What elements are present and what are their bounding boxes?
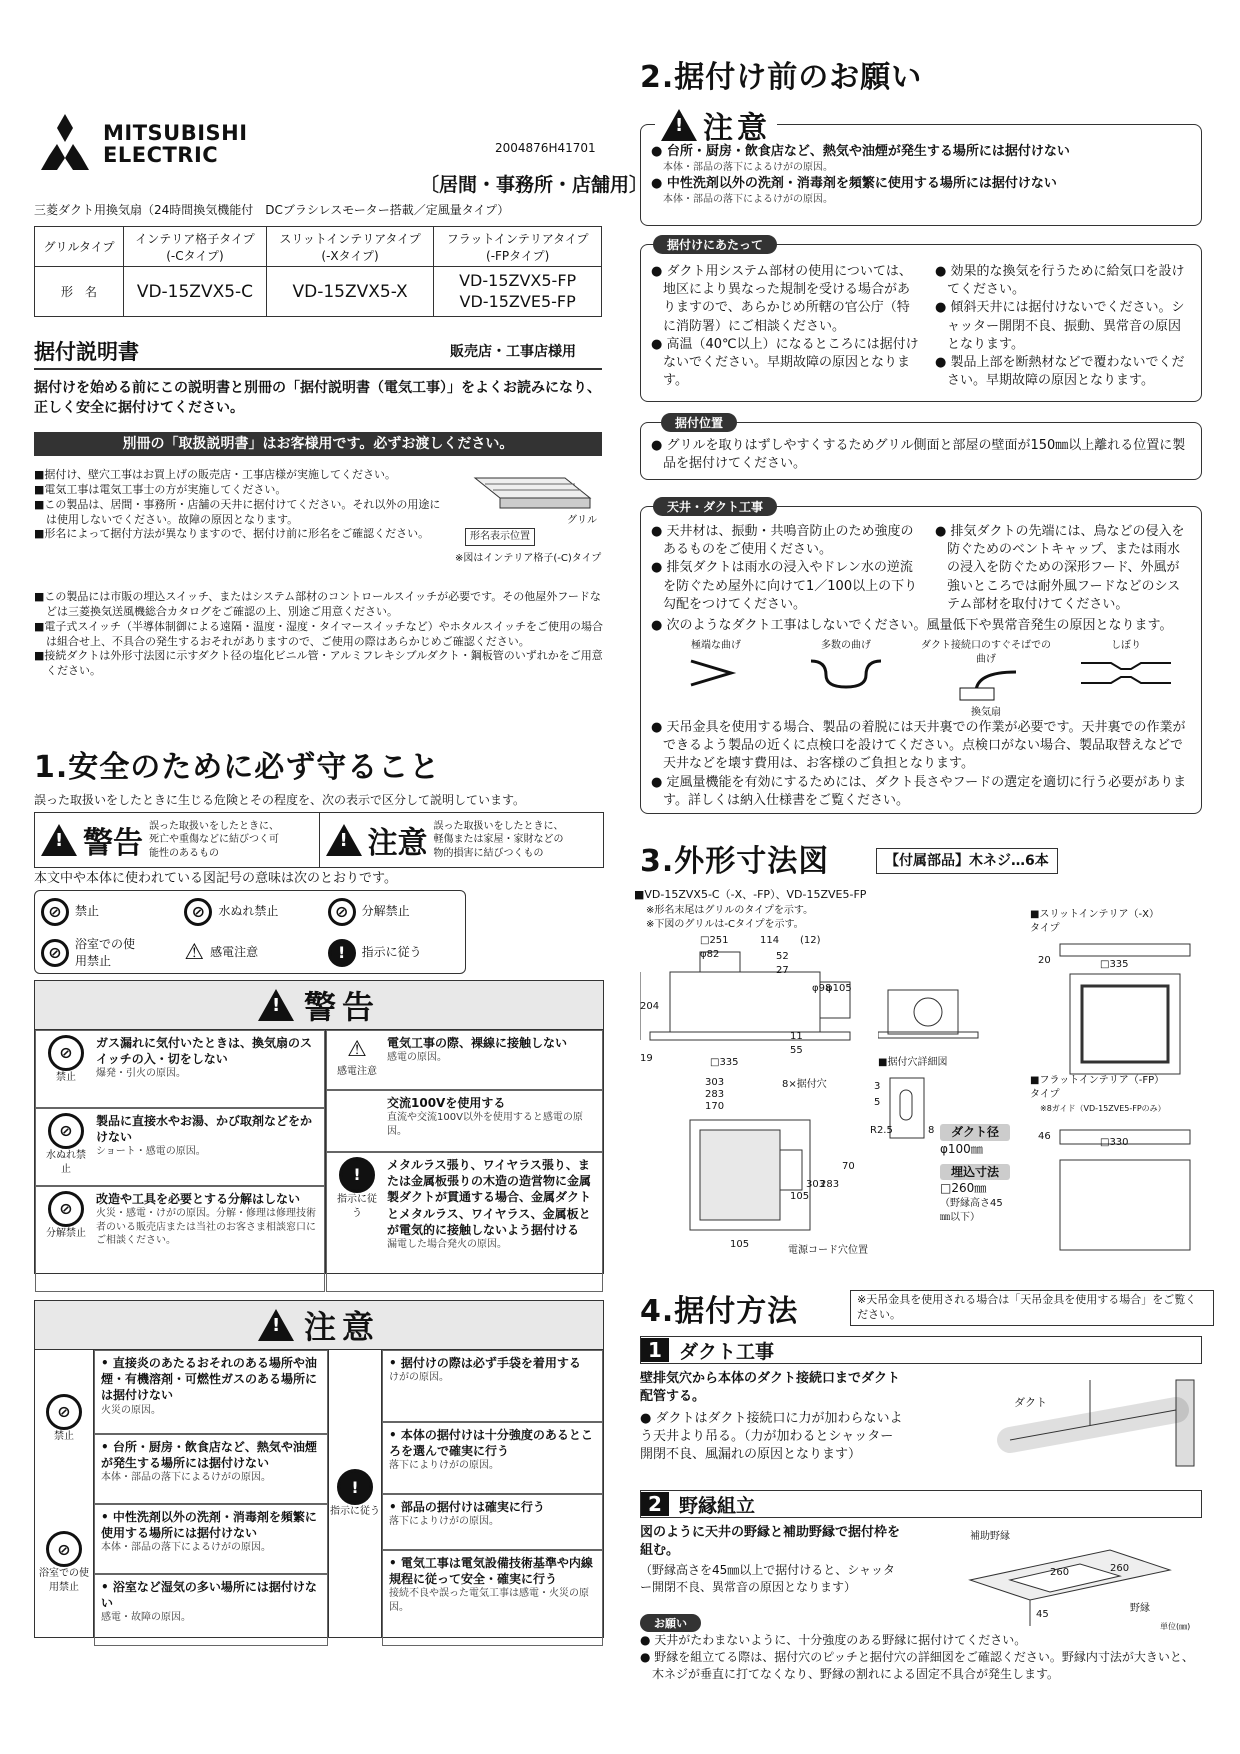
sharp-bend-icon: [686, 653, 746, 693]
s2-caution-item: ● 中性洗剤以外の洗剤・消毒剤を頻繁に使用する場所には据付けない: [651, 176, 1057, 192]
dim-label: 3: [874, 1081, 881, 1092]
dim-label: φ98: [812, 983, 832, 994]
no-water-icon: ⊘: [48, 1113, 84, 1149]
instruction-icon: !: [337, 1469, 373, 1505]
dim-label: φ82: [700, 949, 720, 960]
note-item: ■据付け、壁穴工事はお買上げの販売店・工事店様が実施してください。: [34, 468, 396, 481]
s2-caution-sub: 本体・部品の落下によるけがの原因。: [663, 162, 833, 174]
step-2-num: 2: [641, 1492, 669, 1516]
dimension-drawing-front: [878, 980, 988, 1050]
warning-triangle-icon: [41, 824, 77, 856]
install-left: ● ダクト用システム部材の使用については、地区により異なった規制を受ける場合がありますので、あらかじめ所轄の官公庁（特に消防署）にご相談ください。 ● 高温（40℃以上）になるところには据付けないでください。早期故障の原因となります。: [651, 264, 919, 389]
duct-note: ● 次のようなダクト工事はしないでください。風量低下や異常音発生の原因となります。: [651, 618, 1173, 633]
step-2-lead: 図のように天井の野縁と補助野縁で据付枠を組む。: [640, 1525, 901, 1559]
brand-name: MITSUBISHI ELECTRIC: [103, 121, 248, 168]
s2-caution-box: [640, 111, 1202, 226]
embed-label: 埋込寸法: [940, 1164, 1010, 1181]
dim-label: 283: [820, 1179, 840, 1190]
install-box: [640, 238, 1202, 402]
dim-label: 27: [776, 965, 789, 976]
spec-header-x: スリットインテリアタイプ (-Xタイプ): [266, 227, 433, 267]
instruction-icon: !: [328, 939, 356, 967]
bad-sharp-bend: 極端な曲げ: [661, 639, 771, 715]
dim-label: 8: [928, 1125, 935, 1136]
caution-header-title: 注意: [303, 1308, 380, 1346]
step-1-header: [640, 1336, 1202, 1364]
symbol-no-bathroom: [35, 932, 178, 973]
product-line: 三菱ダクト用換気扇（24時間換気機能付 DCブラシレスモーター搭載／定風量タイプ）: [34, 203, 510, 217]
duct-tag: 天井・ダクト工事: [653, 497, 777, 516]
position-box: [640, 416, 1202, 480]
cord-label: 電源コード穴位置: [788, 1245, 868, 1256]
nameplate-label: 形名表示位置: [465, 528, 535, 546]
warning-text: メタルラス張り、ワイヤラス張り、または金属板張りの木造の造営物に金属製ダクトが貫通する場合、金属ダクトとメタルラス、ワイヤラス、金属板とが電気的に接触しないよう据付ける: [387, 1158, 592, 1237]
warning-sub: ショート・感電の原因。: [96, 1146, 206, 1158]
dim-label: 170: [705, 1101, 725, 1112]
bad-multi-bend: 多数の曲げ: [791, 639, 901, 715]
symbol-label: 分解禁止: [361, 904, 410, 919]
symbol-no-water: [178, 891, 321, 932]
s3-models: ■VD-15ZVX5-C（-X、-FP）、VD-15ZVE5-FP: [634, 888, 867, 901]
dimension-drawing-top: [660, 1090, 840, 1240]
instruction-icon: !: [339, 1157, 375, 1193]
bad-near-bend: ダクト接続口のすぐそばでの曲げ 換気扇: [921, 640, 1051, 718]
install-right: ● 効果的な換気を行うために給気口を設けてください。 ● 傾斜天井には据付けないでください。シャッター開閉不良、振動、異常音の原因となります。 ● 製品上部を断熱材などで覆わないでください。早期故障の原因となります。: [935, 264, 1185, 389]
section-4-title: 4.据付方法: [640, 1294, 799, 1329]
fan-label: 換気扇: [971, 707, 1001, 718]
symbol-label: 感電注意: [210, 945, 259, 960]
symbol-label: 浴室での使用禁止: [75, 936, 136, 968]
caution-row: • 台所・厨房・飲食店など、熱気や油煙が発生する場所には据付けない 本体・部品の落下によるけがの原因。: [94, 1434, 328, 1504]
warning-sub: 感電の原因。: [387, 1052, 447, 1064]
warning-legend: [35, 813, 320, 867]
embed-note: （野縁高さ45㎜以下）: [940, 1198, 1003, 1223]
spec-table: [34, 226, 602, 317]
duct-hanging-figure: [980, 1370, 1200, 1470]
position-text: ● グリルを取りはずしやすくするためグリル側面と部屋の壁面が150㎜以上離れる位置に製品を据付けてください。: [651, 438, 1186, 472]
duct-size-box: [940, 1124, 1010, 1224]
model-fp: VD-15ZVX5-FP VD-15ZVE5-FP: [434, 267, 602, 317]
warning-sub: 漏電した場合発火の原因。: [387, 1238, 507, 1250]
dim-label: 5: [874, 1097, 881, 1108]
warning-header: [35, 981, 603, 1030]
dim-label: R2.5: [870, 1125, 893, 1136]
caution-legend-label: 注意: [367, 826, 428, 861]
step-1-title: ダクト工事: [679, 1340, 775, 1363]
doc-code: 2004876H41701: [495, 141, 596, 155]
warning-row-icon: ⊘ 禁止: [42, 1035, 90, 1103]
spec-model-label: 形 名: [35, 267, 124, 317]
warning-text: 改造や工具を必要とする分解はしない: [96, 1192, 301, 1206]
divider: [34, 368, 602, 370]
warning-row-icon: [333, 1095, 381, 1147]
section-1-title: 1.安全のために必ず守ること: [34, 750, 441, 785]
dim-label: 303: [806, 1179, 826, 1190]
model-x: VD-15ZVX5-X: [266, 267, 433, 317]
notes-list: [34, 468, 444, 542]
caution-row: • 直接炎のあたるおそれのある場所や油煙・有機溶剤・可燃性ガスのある場所には据付けない 火災の原因。: [94, 1350, 328, 1434]
frame-label-joist: 野縁: [1130, 1603, 1150, 1614]
symbols-grid: [34, 890, 466, 974]
symbol-no-disassemble: [322, 891, 465, 932]
figure-note: ※図はインテリア格子(-C)タイプ: [455, 553, 602, 564]
warning-text: ガス漏れに気付いたときは、換気扇のスイッチの入・切をしない: [96, 1036, 313, 1067]
duct-size-value: φ100㎜: [940, 1141, 983, 1156]
request-list: ● 天井がたわまないように、十分強度のある野縁に据付けてください。 ● 野縁を組立てる際は、据付穴のピッチと据付穴の詳細図をご確認ください。野縁内寸法が大きいと、木ネジが垂直に打てなくなり、野縁の割れによる固定不具合が発生します。: [640, 1633, 1194, 1681]
s2-caution-sub: 本体・部品の落下によるけがの原因。: [663, 194, 833, 206]
duct-figure-label: ダクト: [1014, 1396, 1047, 1409]
caution-left-icons: ⊘ 禁止 ⊘ 浴室での使用禁止: [35, 1350, 94, 1638]
warning-legend-label: 警告: [83, 826, 143, 861]
duct-bad-examples: [661, 639, 1181, 718]
manual-audience: 販売店・工事店様用: [450, 344, 576, 360]
warning-box: [34, 980, 604, 1274]
dim-label: φ105: [826, 983, 852, 994]
banner-text: 別冊の「取扱説明書」はお客様用です。必ずお渡しください。: [122, 436, 514, 452]
warning-row: [326, 1030, 603, 1090]
dim-label: 20: [1038, 955, 1051, 966]
section-2-title: 2.据付け前のお願い: [640, 60, 923, 95]
multi-bend-icon: [806, 653, 886, 693]
s3-note2: ※下図のグリルは-Cタイプを示す。: [646, 919, 804, 930]
step-1-item: ● ダクトはダクト接続口に力が加わらないよう天井より吊る。（力が加わるとシャッター開閉不良、風漏れの原因となります）: [640, 1411, 903, 1463]
note-item: ■形名によって据付方法が異なりますので、据付け前に形名をご確認ください。: [34, 527, 430, 541]
duct-size-label: ダクト径: [940, 1124, 1010, 1141]
warning-row-icon: ⊘ 水ぬれ禁止: [42, 1113, 90, 1181]
position-tag: 据付位置: [661, 413, 737, 432]
spec-header-c: インテリア格子タイプ (-Cタイプ): [124, 227, 267, 267]
section-3-title: 3.外形寸法図: [640, 844, 830, 879]
warning-legend-desc: 誤った取扱いをしたときに、死亡や重傷などに結びつく可能性のあるもの: [149, 820, 279, 859]
dim-label: (12): [800, 935, 821, 946]
note-item: ■電気工事は電気工事士の方が実施してください。: [34, 482, 287, 496]
prohibit-icon: ⊘: [41, 898, 69, 926]
symbol-prohibit: [35, 891, 178, 932]
duct-left: ● 天井材は、振動・共鳴音防止のため強度のあるものをご使用ください。 ● 排気ダクトは雨水の浸入やドレン水の逆流を防ぐため屋外に向けて1／100以上の下り勾配をつけてください。: [651, 524, 918, 612]
intro-text: 据付けを始める前にこの説明書と別冊の「据付説明書（電気工事）」をよくお読みになり、正しく安全に据付けてください。: [34, 380, 601, 417]
warning-header-icon: [258, 989, 294, 1021]
frame-label-aux: 補助野縁: [970, 1531, 1010, 1542]
slit-grill-drawing: [1040, 934, 1200, 1084]
notes-list-2: [34, 590, 604, 679]
symbol-label: 水ぬれ禁止: [218, 904, 279, 919]
dim-label: 114: [760, 935, 780, 946]
bad-constriction: しぼり: [1071, 639, 1181, 715]
warning-row-icon: ! 指示に従う: [333, 1157, 381, 1287]
frame-dim: 260: [1050, 1567, 1070, 1578]
dim-label: 52: [776, 951, 789, 962]
warning-header-title: 警告: [303, 988, 380, 1026]
frame-assembly-figure: [960, 1540, 1180, 1630]
dim-label: 204: [640, 1001, 660, 1012]
request-tag: お願い: [640, 1614, 701, 1632]
dim-label: 105: [730, 1239, 750, 1250]
dim-label: □330: [1100, 1137, 1129, 1148]
warning-row-icon: ⊘ 分解禁止: [42, 1191, 90, 1287]
warning-text: 電気工事の際、裸線に接触しない: [387, 1036, 568, 1050]
mount-hole-detail: [880, 1070, 940, 1150]
warning-row: [326, 1152, 603, 1292]
warning-sub: 直流や交流100V以外を使用すると感電の原因。: [387, 1112, 583, 1137]
symbol-label: 禁止: [75, 904, 100, 919]
dim-label: 55: [790, 1045, 803, 1056]
dim-label: 11: [790, 1031, 803, 1042]
step-2-header: [640, 1490, 1202, 1518]
warning-row: [35, 1108, 325, 1186]
severity-legend: [34, 812, 604, 868]
no-bathroom-icon: ⊘: [46, 1531, 82, 1567]
s2-caution-header: [655, 103, 777, 147]
warning-row: [35, 1030, 325, 1108]
s2-caution-item: ● 台所・厨房・飲食店など、熱気や油煙が発生する場所には据付けない: [651, 144, 1070, 159]
caution-legend: [320, 813, 604, 867]
s4-note: ※天吊金具を使用される場合は「天吊金具を使用する場合」をご覧ください。: [850, 1290, 1214, 1326]
caution-row: • 浴室など湿気の多い場所には据付けない 感電・故障の原因。: [94, 1574, 328, 1646]
no-disassemble-icon: ⊘: [48, 1191, 84, 1227]
frame-dim: 45: [1036, 1609, 1049, 1620]
dimension-drawing-side: [640, 932, 870, 1072]
electric-shock-icon: ⚠: [347, 1037, 367, 1062]
dim-label: 46: [1038, 1131, 1051, 1142]
caution-triangle-icon: [326, 824, 362, 856]
note-item: ■この製品は、居間・事務所・店舗の天井に据付けてください。それ以外の用途には使用しないでください。故障の原因となります。: [34, 497, 441, 526]
caution-header: [35, 1301, 603, 1350]
banner: [34, 432, 602, 456]
dim-label: 70: [842, 1161, 855, 1172]
spec-header-grill: グリルタイプ: [35, 227, 124, 267]
caution-triangle-icon: [661, 109, 697, 141]
caution-right-icon: ! 指示に従う: [329, 1350, 382, 1638]
symbol-follow: [322, 932, 465, 973]
caution-header-icon: [258, 1309, 294, 1341]
dim-label: □335: [710, 1057, 739, 1068]
dim-label: 105: [790, 1191, 810, 1202]
accessory-box: 【付属部品】木ネジ…6本: [876, 848, 1058, 874]
no-water-icon: ⊘: [184, 898, 212, 926]
caution-box: [34, 1300, 604, 1638]
mount-hole-label: ■据付穴詳細図: [878, 1057, 948, 1068]
dim-label: 283: [705, 1089, 725, 1100]
dim-label: □251: [700, 935, 729, 946]
near-bend-icon: [946, 666, 1026, 702]
caution-row: • 中性洗剤以外の洗剤・消毒剤を頻繁に使用する場所には据付けない 本体・部品の落下によるけがの原因。: [94, 1504, 328, 1574]
duct-box: [640, 500, 1202, 814]
embed-size: □260㎜: [940, 1181, 987, 1196]
dim-label: □335: [1100, 959, 1129, 970]
warning-row: [326, 1090, 603, 1152]
dim-label: 303: [705, 1077, 725, 1088]
s2-caution-list: [651, 143, 1191, 207]
caution-row: • 部品の据付けは確実に行う 落下によりけがの原因。: [382, 1494, 603, 1550]
prohibit-icon: ⊘: [48, 1035, 84, 1071]
unit-label: 単位(㎜): [1160, 1622, 1191, 1631]
caution-row: • 電気工事は電気設備技術基準や内線規程に従って安全・確実に行う 接続不良や誤った電気工事は感電・火災の原因。: [382, 1550, 603, 1646]
brand-logo: [35, 112, 95, 172]
spec-header-fp: フラットインテリアタイプ (-FPタイプ): [434, 227, 602, 267]
warning-row: [35, 1186, 325, 1292]
mitsubishi-diamonds-icon: [35, 112, 95, 172]
s2-caution-title: 注意: [703, 111, 771, 146]
step-1-lead: 壁排気穴から本体のダクト接続口までダクト配管する。: [640, 1371, 901, 1405]
symbols-lead: 本文中や本体に使われている図記号の意味は次のとおりです。: [34, 871, 397, 886]
step-2-sub: （野縁高さを45㎜以上で据付けると、シャッター開閉不良、異常音の原因となります）: [640, 1563, 896, 1594]
no-disassemble-icon: ⊘: [328, 898, 356, 926]
dim-label: 8×据付穴: [782, 1079, 827, 1090]
note-item: ■電子式スイッチ（半導体制御による遠隔・温度・湿度・タイマースイッチなど）やホタルスイッチをご使用の場合は組合せ上、不具合の発生するおそれがありますので、ご使用の際はあらかじめご確認ください。: [34, 619, 603, 648]
step-2-title: 野縁組立: [679, 1494, 756, 1517]
grill-label: グリル: [567, 515, 597, 526]
frame-dim: 260: [1110, 1563, 1130, 1574]
slit-label: ■スリットインテリア（-X）タイプ: [1030, 909, 1160, 934]
symbol-label: 指示に従う: [361, 945, 422, 960]
flat-note: ※8ガイド（VD-15ZVE5-FPのみ）: [1040, 1104, 1166, 1113]
s3-note1: ※形名末尾はグリルのタイプを示す。: [646, 905, 814, 916]
warning-row-icon: ⚠ 感電注意: [337, 1037, 377, 1077]
dim-label: 19: [640, 1053, 653, 1064]
symbol-electric-shock: [178, 932, 321, 973]
flat-label: ■フラットインテリア（-FP）タイプ: [1030, 1075, 1160, 1100]
usage-heading: 〔居間・事務所・店舗用〕: [420, 174, 649, 196]
electric-shock-icon: ⚠: [184, 940, 205, 965]
install-tag: 据付けにあたって: [653, 235, 777, 254]
warning-sub: 火災・感電・けがの原因。分解・修理は修理技術者のいる販売店または当社のお客さま相談窓口にご相談ください。: [96, 1208, 316, 1247]
no-bathroom-icon: ⊘: [41, 939, 69, 967]
model-c: VD-15ZVX5-C: [124, 267, 267, 317]
note-item: ■この製品には市販の埋込スイッチ、またはシステム部材のコントロールスイッチが必要です。その他屋外フードなどは三菱換気送風機総合カタログをご確認の上、別途ご用意ください。: [34, 590, 601, 618]
duct-more: ● 天吊金具を使用する場合、製品の着脱には天井裏での作業が必要です。天井裏での作業ができるよう製品の近くに点検口を設けてください。点検口がない場合、製品取替えなどで天井などを壊す費用は、お客様のご負担となります。 ● 定風量機能を有効にするためには、ダクト長さやフードの選定を適切に行う必要があります。詳しくは納入仕様書をご覧ください。: [651, 720, 1187, 808]
manual-title: 据付説明書: [34, 340, 139, 364]
section-1-lead: 誤った取扱いをしたときに生じる危険とその程度を、次の表示で区分して説明しています。: [34, 793, 526, 807]
warning-text: 製品に直接水やお湯、かび取剤などをかけない: [96, 1114, 313, 1145]
product-figure: [455, 468, 605, 578]
warning-sub: 爆発・引火の原因。: [96, 1068, 186, 1080]
note-item: ■接続ダクトは外形寸法図に示すダクト径の塩化ビニル管・アルミフレキシブルダクト・鋼板管のいずれかをご用意ください。: [34, 649, 603, 678]
step-1-num: 1: [641, 1338, 669, 1362]
warning-text: 交流100Vを使用する: [387, 1096, 506, 1110]
prohibit-icon: ⊘: [46, 1394, 82, 1430]
duct-right: ● 排気ダクトの先端には、鳥などの侵入を防ぐためのベントキャップ、または雨水の浸入を防ぐための深形フード、外風が強いところでは耐外風フードなどのシステム部材を取付けてください。: [935, 524, 1185, 612]
caution-row: • 本体の据付けは十分強度のあるところを選んで確実に行う 落下によりけがの原因。: [382, 1422, 603, 1494]
caution-legend-desc: 誤った取扱いをしたときに、軽傷または家屋・家財などの物的損害に結びつくもの: [433, 820, 564, 859]
constriction-icon: [1081, 653, 1171, 693]
caution-row: • 据付けの際は必ず手袋を着用する けがの原因。: [382, 1350, 603, 1422]
